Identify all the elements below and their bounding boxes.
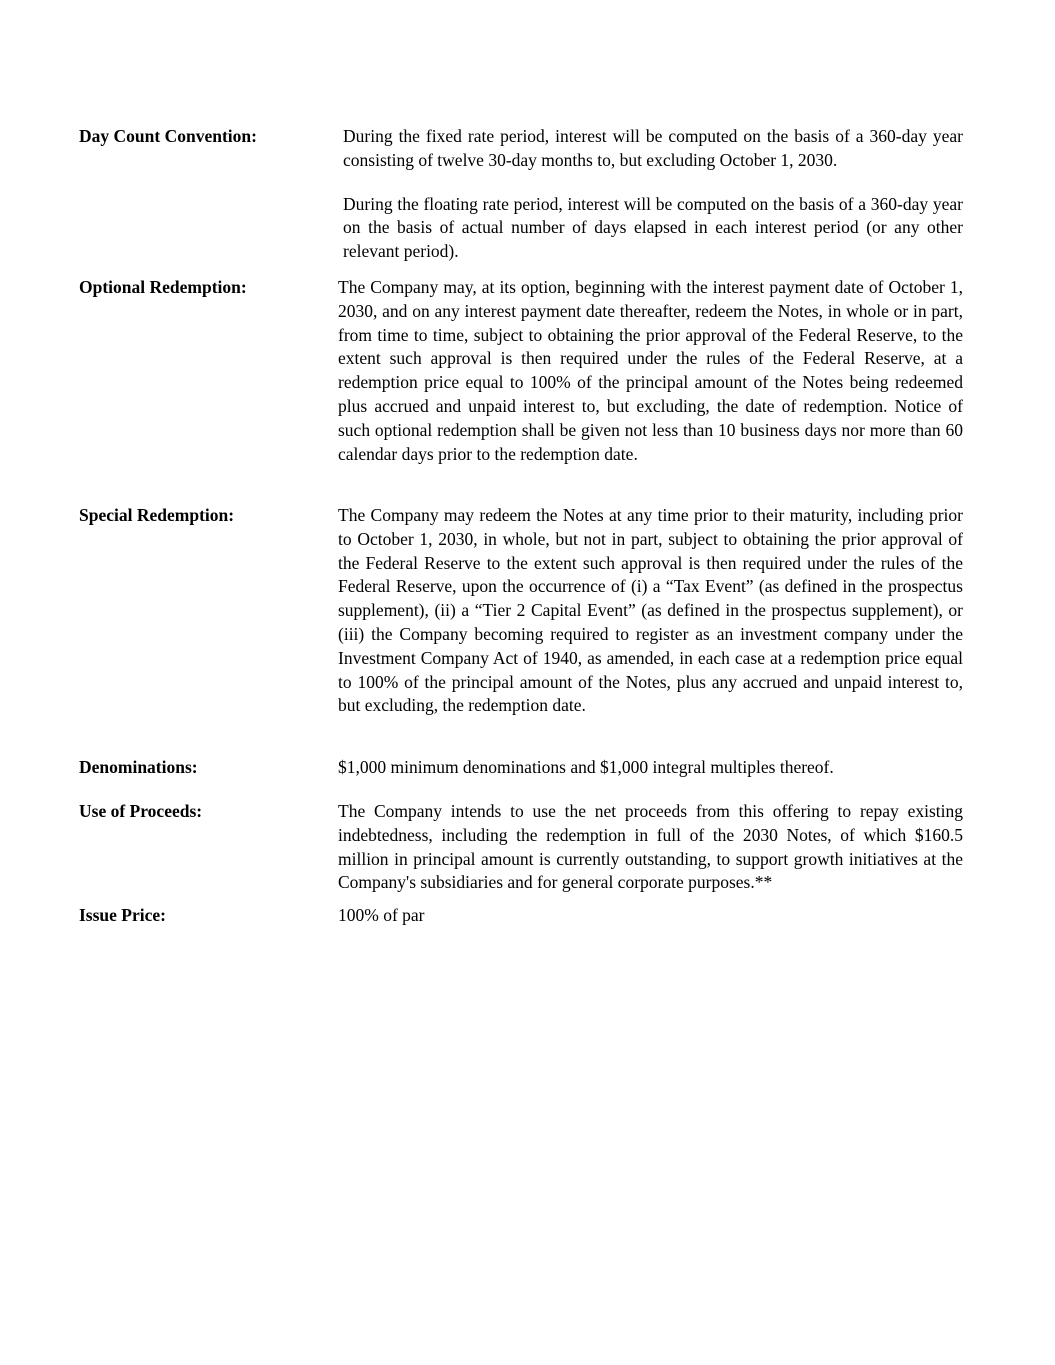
term-label: Day Count Convention: [79,126,257,146]
term-body [343,125,963,264]
term-paragraph-floating-rate: During the floating rate period, interest will be computed on the basis of a 360-day year on the basis of actual number of days elapsed in each interest period (or any other relevant period). [343,193,963,262]
term-body: $1,000 minimum denominations and $1,000 integral multiples thereof. [338,757,834,777]
term-body: The Company may redeem the Notes at any time prior to their maturity, including prior to October 1, 2030, in whole, but not in part, subject to obtaining the prior approval of the Federal Reserve to the extent such approval is then required under the rules of the Federal Reserve, upon the occurrence of (i) a “Tax Event” (as defined in the prospectus supplement), (ii) a “Tier 2 Capital Event” (as defined in the prospectus supplement), or (iii) the Company becoming required to register as an investment company under the Investment Company Act of 1940, as amended, in each case at a redemption price equal to 100% of the principal amount of the Notes, plus any accrued and unpaid interest to, but excluding, the redemption date. [338,505,963,716]
term-label: Issue Price: [79,905,166,925]
term-label: Use of Proceeds: [79,801,203,821]
term-paragraph-fixed-rate: During the fixed rate period, interest will be computed on the basis of a 360-day year consisting of twelve 30-day months to, but excluding October 1, 2030. [343,126,963,170]
term-label: Special Redemption: [79,505,235,525]
term-body: The Company intends to use the net proceeds from this offering to repay existing indebtedness, including the redemption in full of the 2030 Notes, of which $160.5 million in principal amount is currently outstanding, to support growth initiatives at the Company's subsidiaries and for general corporate purposes.** [338,801,963,893]
term-label: Denominations: [79,757,198,777]
term-body: 100% of par [338,905,425,925]
term-body: The Company may, at its option, beginning with the interest payment date of October 1, 2030, and on any interest payment date thereafter, redeem the Notes, in whole or in part, from time to time, subject to obtaining the prior approval of the Federal Reserve, to the extent such approval is then required under the rules of the Federal Reserve, at a redemption price equal to 100% of the principal amount of the Notes being redeemed plus accrued and unpaid interest to, but excluding, the date of redemption. Notice of such optional redemption shall be given not less than 10 business days nor more than 60 calendar days prior to the redemption date. [338,277,963,464]
term-label: Optional Redemption: [79,277,247,297]
